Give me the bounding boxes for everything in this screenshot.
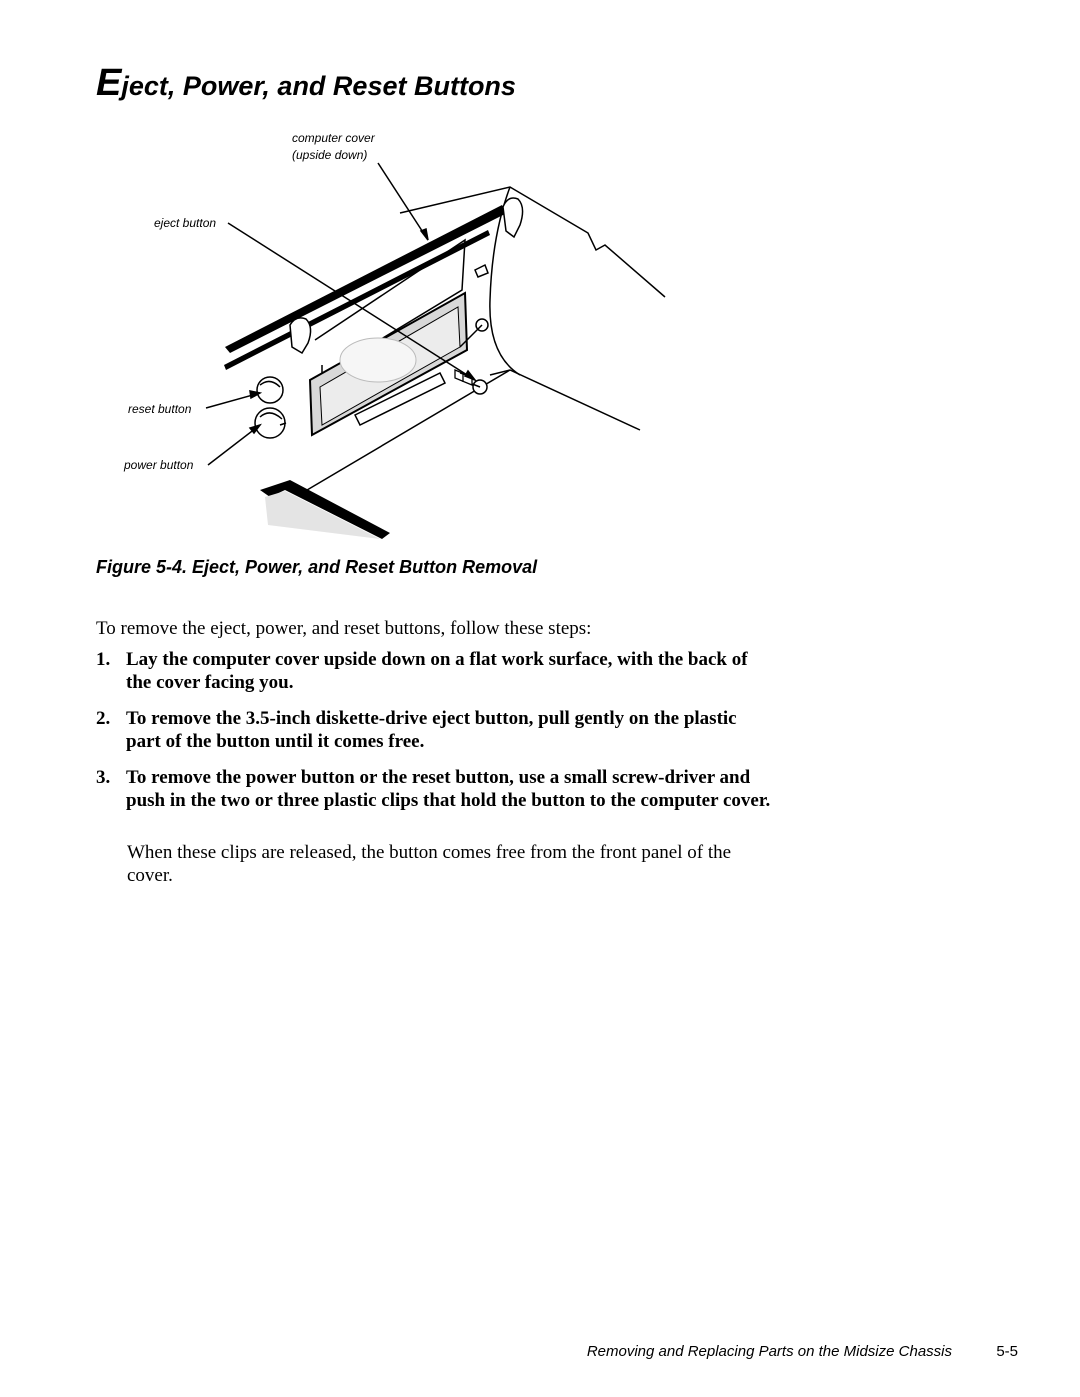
cover-illustration — [110, 125, 700, 555]
footer-chapter-title: Removing and Replacing Parts on the Midsize Chassis — [586, 1343, 952, 1360]
step-text: To remove the power button or the reset button, use a small screw-driver and push in the two or three plastic clips that hold the button to the computer cover. — [126, 767, 771, 811]
base-edge — [260, 480, 390, 539]
callout-cover-line1: computer cover — [292, 131, 375, 145]
page-footer — [0, 1343, 1080, 1363]
figure-caption: Figure 5-4. Eject, Power, and Reset Button Removal — [96, 557, 538, 577]
footer-page-number: 5-5 — [996, 1343, 1018, 1360]
power-button-part — [255, 408, 286, 438]
step-item — [96, 707, 776, 753]
note-paragraph: When these clips are released, the button comes free from the front panel of the cover. — [127, 842, 732, 886]
callout-reset: reset button — [128, 402, 192, 416]
callout-eject: eject button — [154, 216, 217, 230]
callout-power: power button — [124, 458, 194, 472]
heading-rest: ject, Power, and Reset Buttons — [121, 71, 516, 101]
intro-paragraph: To remove the eject, power, and reset buttons, follow these steps: — [96, 618, 592, 639]
step-item — [96, 648, 776, 694]
callout-cover-line2: (upside down) — [292, 148, 368, 162]
step-item — [96, 766, 776, 812]
figure-illustration — [110, 125, 700, 555]
section-heading — [96, 62, 516, 105]
step-text: To remove the 3.5-inch diskette-drive eject button, pull gently on the plastic part of the button until it comes free. — [126, 708, 737, 752]
steps-list — [96, 648, 776, 825]
step-number: 2. — [96, 708, 111, 729]
step-text: Lay the computer cover upside down on a flat work surface, with the back of the cover facing you. — [126, 649, 748, 693]
heading-initial: E — [96, 62, 122, 104]
step-number: 1. — [96, 649, 111, 670]
reset-button-part — [257, 377, 283, 403]
step-number: 3. — [96, 767, 111, 788]
